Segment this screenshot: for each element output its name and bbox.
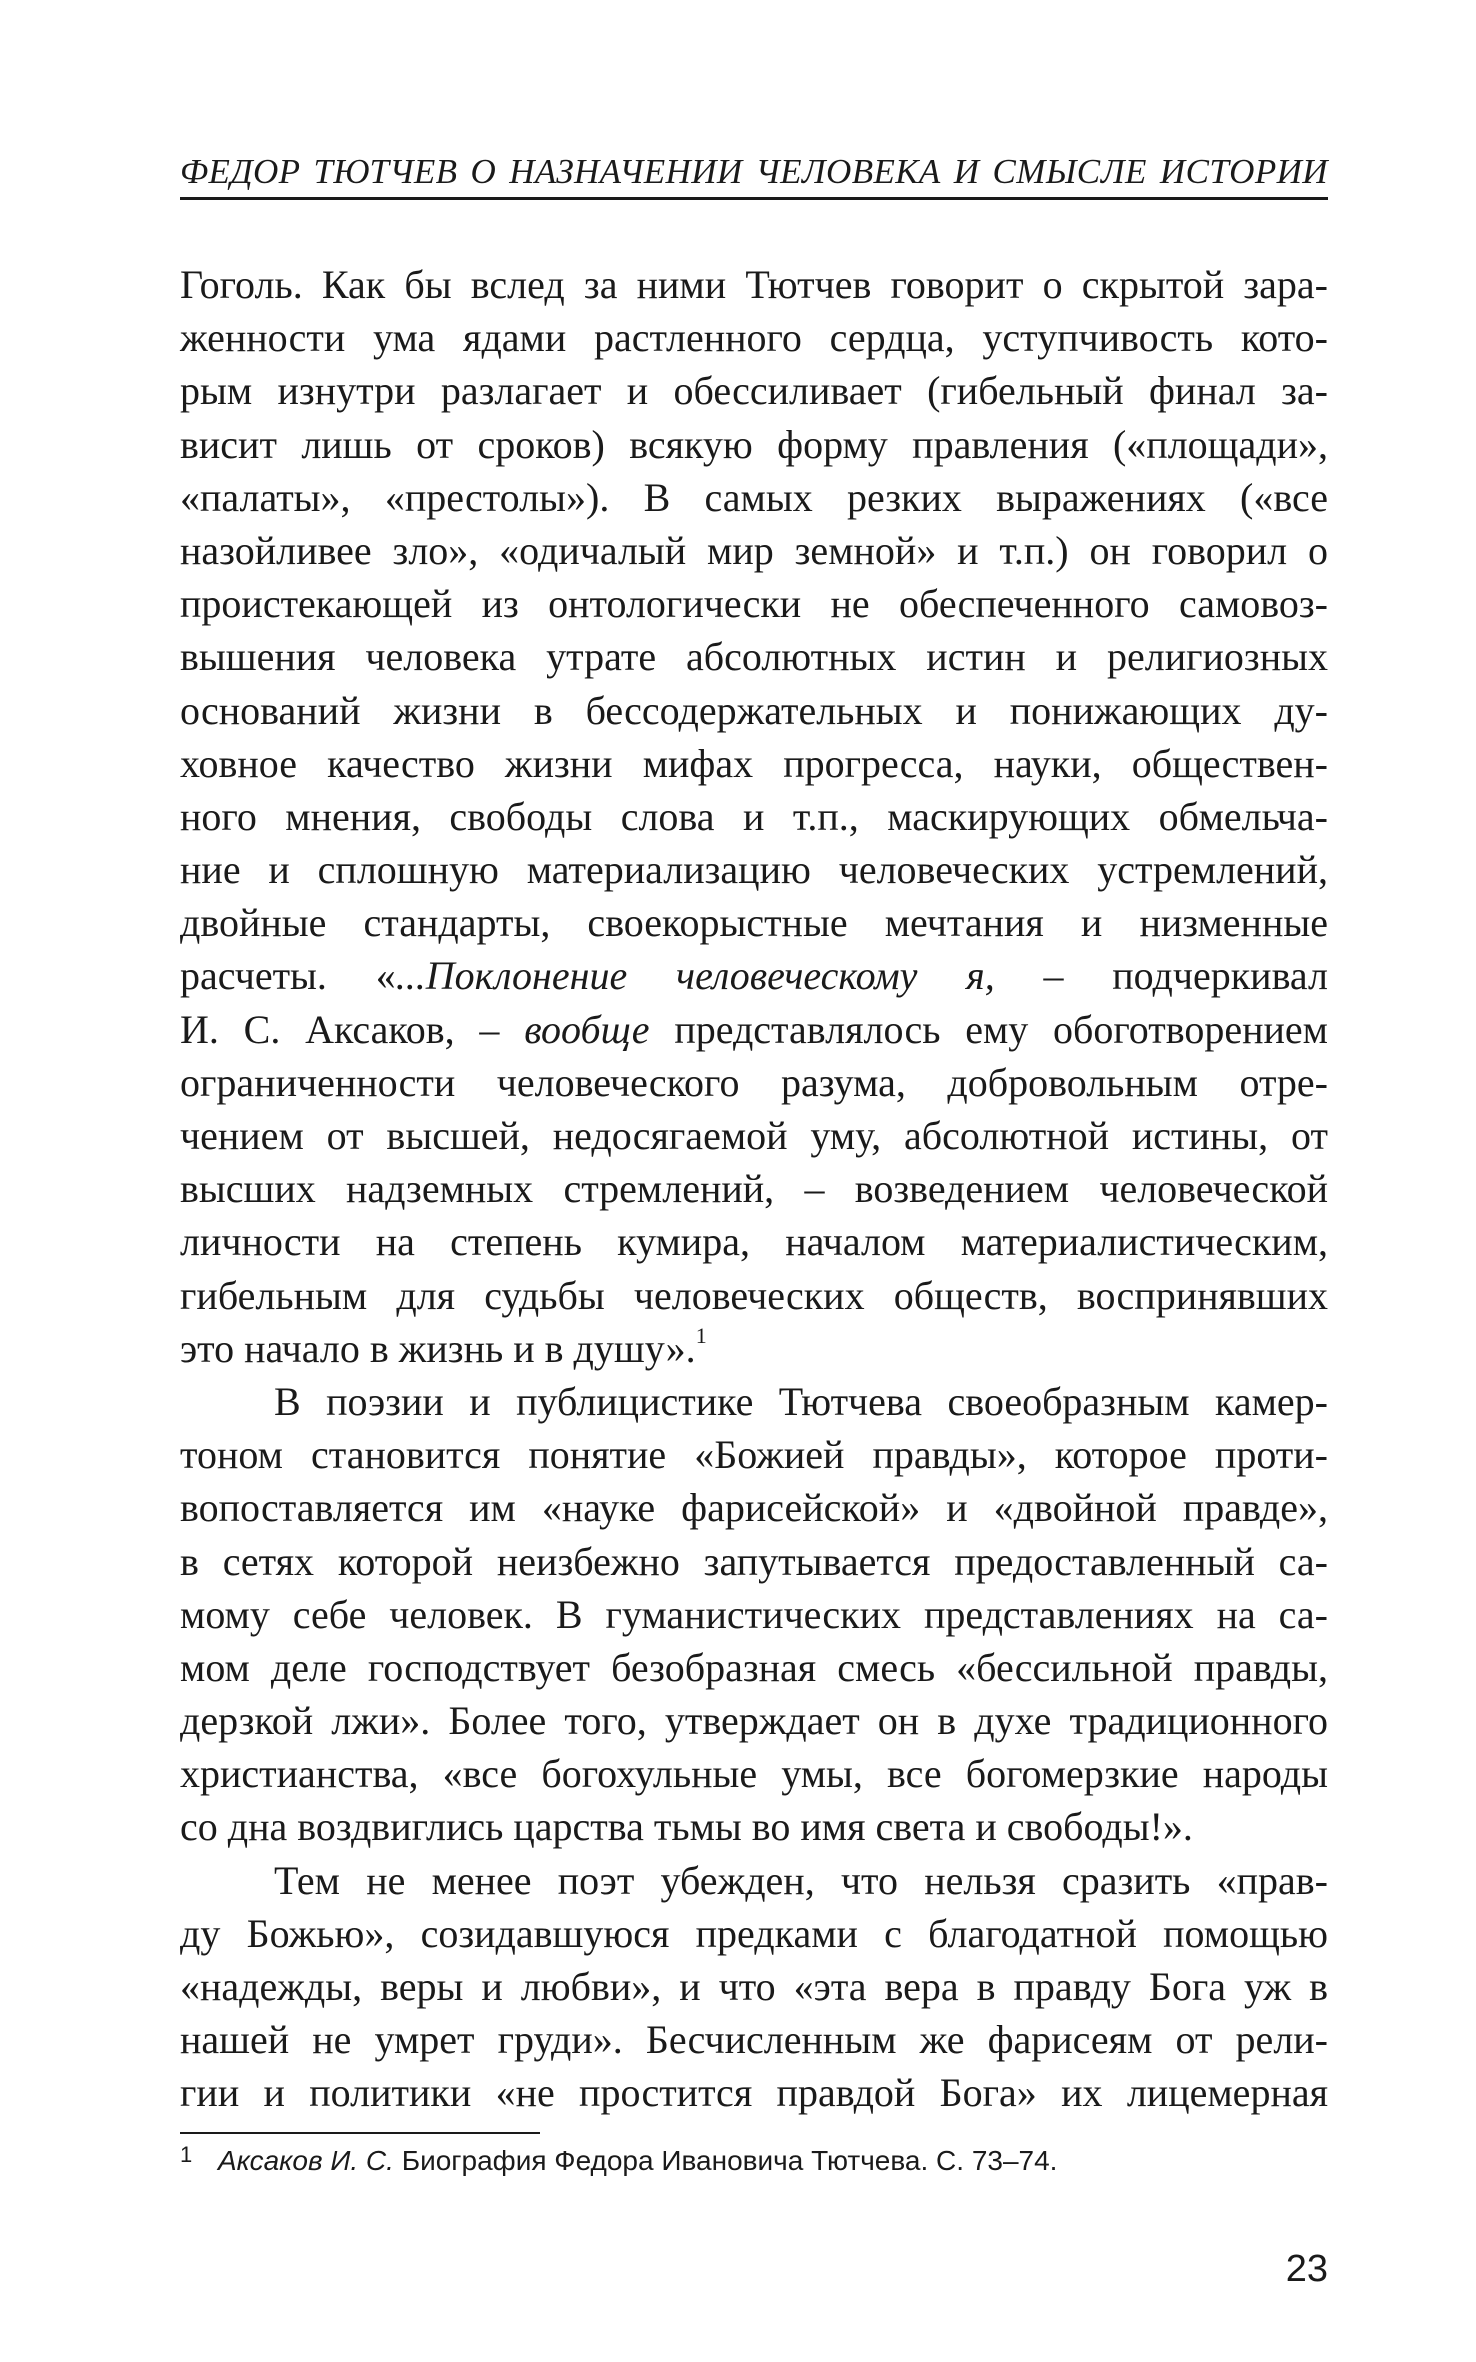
line-segment: расчеты. « bbox=[180, 953, 396, 999]
text-line: висит лишь от сроков) всякую форму правления («площади», bbox=[180, 421, 1328, 467]
footnote-rule bbox=[180, 2132, 540, 2134]
line-segment: – подчеркивал bbox=[994, 953, 1328, 999]
text-line: христианства, «все богохульные умы, все богомерзкие народы bbox=[180, 1751, 1328, 1797]
italic-quote: ...Поклонение человеческому я, bbox=[395, 953, 995, 999]
text-line bbox=[180, 1322, 1328, 1375]
text-line: ного мнения, свободы слова и т.п., маскирующих обмельча- bbox=[180, 793, 1328, 839]
page-number: 23 bbox=[1285, 2248, 1328, 2290]
text-line: проистекающей из онтологически не обеспеченного самовоз- bbox=[180, 581, 1328, 627]
header-rule bbox=[180, 197, 1328, 200]
line-segment: представлялось ему обоготворением bbox=[649, 1006, 1328, 1052]
text-line bbox=[180, 1003, 1328, 1056]
text-line: Гоголь. Как бы вслед за ними Тютчев говорит о скрытой зара- bbox=[180, 262, 1328, 307]
text-line: гии и политики «не простится правдой Бога» их лицемерная bbox=[180, 2070, 1328, 2116]
text-line: ограниченности человеческого разума, добровольным отре- bbox=[180, 1059, 1328, 1105]
text-line: ду Божью», созидавшуюся предками с благодатной помощью bbox=[180, 1910, 1328, 1956]
text-line: вопоставляется им «науке фарисейской» и «двойной правде», bbox=[180, 1485, 1328, 1531]
text-line: ховное качество жизни мифах прогресса, науки, обществен- bbox=[180, 740, 1328, 786]
text-line: В поэзии и публицистике Тютчева своеобразным камер- bbox=[274, 1378, 1328, 1424]
text-line: «палаты», «престолы»). В самых резких выражениях («все bbox=[180, 474, 1328, 520]
footnote-reference[interactable]: 1 bbox=[695, 1323, 707, 1349]
text-line: высших надземных стремлений, – возведением человеческой bbox=[180, 1166, 1328, 1212]
text-line: Тем не менее поэт убежден, что нельзя сразить «прав- bbox=[274, 1857, 1328, 1903]
footnote: 1 Аксаков И. С. Биография Федора Ивановича Тютчева. С. 73–74. bbox=[180, 2141, 1058, 2176]
text-line bbox=[180, 949, 1328, 1002]
text-line: «надежды, веры и любви», и что «эта вера в правду Бога уж в bbox=[180, 1964, 1328, 2009]
text-line: двойные стандарты, своекорыстные мечтания и низменные bbox=[180, 900, 1328, 946]
text-line: мом деле господствует безобразная смесь «бессильной правды, bbox=[180, 1644, 1328, 1690]
text-line: тоном становится понятие «Божией правды», которое проти- bbox=[180, 1432, 1328, 1478]
text-line: вышения человека утрате абсолютных истин и религиозных bbox=[180, 634, 1328, 680]
line-segment: И. С. Аксаков, – bbox=[180, 1006, 525, 1052]
text-line: рым изнутри разлагает и обессиливает (гибельный финал за- bbox=[180, 368, 1328, 414]
text-line: назойливее зло», «одичалый мир земной» и т.п.) он говорил о bbox=[180, 527, 1328, 573]
footnote-author: Аксаков И. С. bbox=[218, 2145, 394, 2176]
text-line: мому себе человек. В гуманистических представлениях на са- bbox=[180, 1591, 1328, 1637]
text-line: в сетях которой неизбежно запутывается предоставленный са- bbox=[180, 1538, 1328, 1584]
text-line: ние и сплошную материализацию человеческих устремлений, bbox=[180, 847, 1328, 893]
footnote-text: Биография Федора Ивановича Тютчева. С. 73–74. bbox=[393, 2145, 1058, 2176]
text-line: оснований жизни в бессодержательных и понижающих ду- bbox=[180, 687, 1328, 733]
text-line: дерзкой лжи». Более того, утверждает он в духе традиционного bbox=[180, 1698, 1328, 1744]
main-text bbox=[180, 258, 1328, 2120]
text-line: нашей не умрет груди». Бесчисленным же фарисеям от рели- bbox=[180, 2017, 1328, 2063]
text-line: личности на степень кумира, началом материалистическим, bbox=[180, 1219, 1328, 1265]
text-line: женности ума ядами растленного сердца, уступчивость кото- bbox=[180, 315, 1328, 361]
running-head: ФЕДОР ТЮТЧЕВ О НАЗНАЧЕНИИ ЧЕЛОВЕКА И СМЫСЛЕ ИСТОРИИ bbox=[180, 152, 1328, 191]
text-line: гибельным для судьбы человеческих обществ, воспринявших bbox=[180, 1272, 1328, 1318]
text-line: со дна воздвиглись царства тьмы во имя света и свободы!». bbox=[180, 1804, 1193, 1850]
line-segment: это начало в жизнь и в душу». bbox=[180, 1325, 696, 1371]
text-line: чением от высшей, недосягаемой уму, абсолютной истины, от bbox=[180, 1113, 1328, 1158]
italic-emphasis: вообще bbox=[524, 1006, 650, 1052]
